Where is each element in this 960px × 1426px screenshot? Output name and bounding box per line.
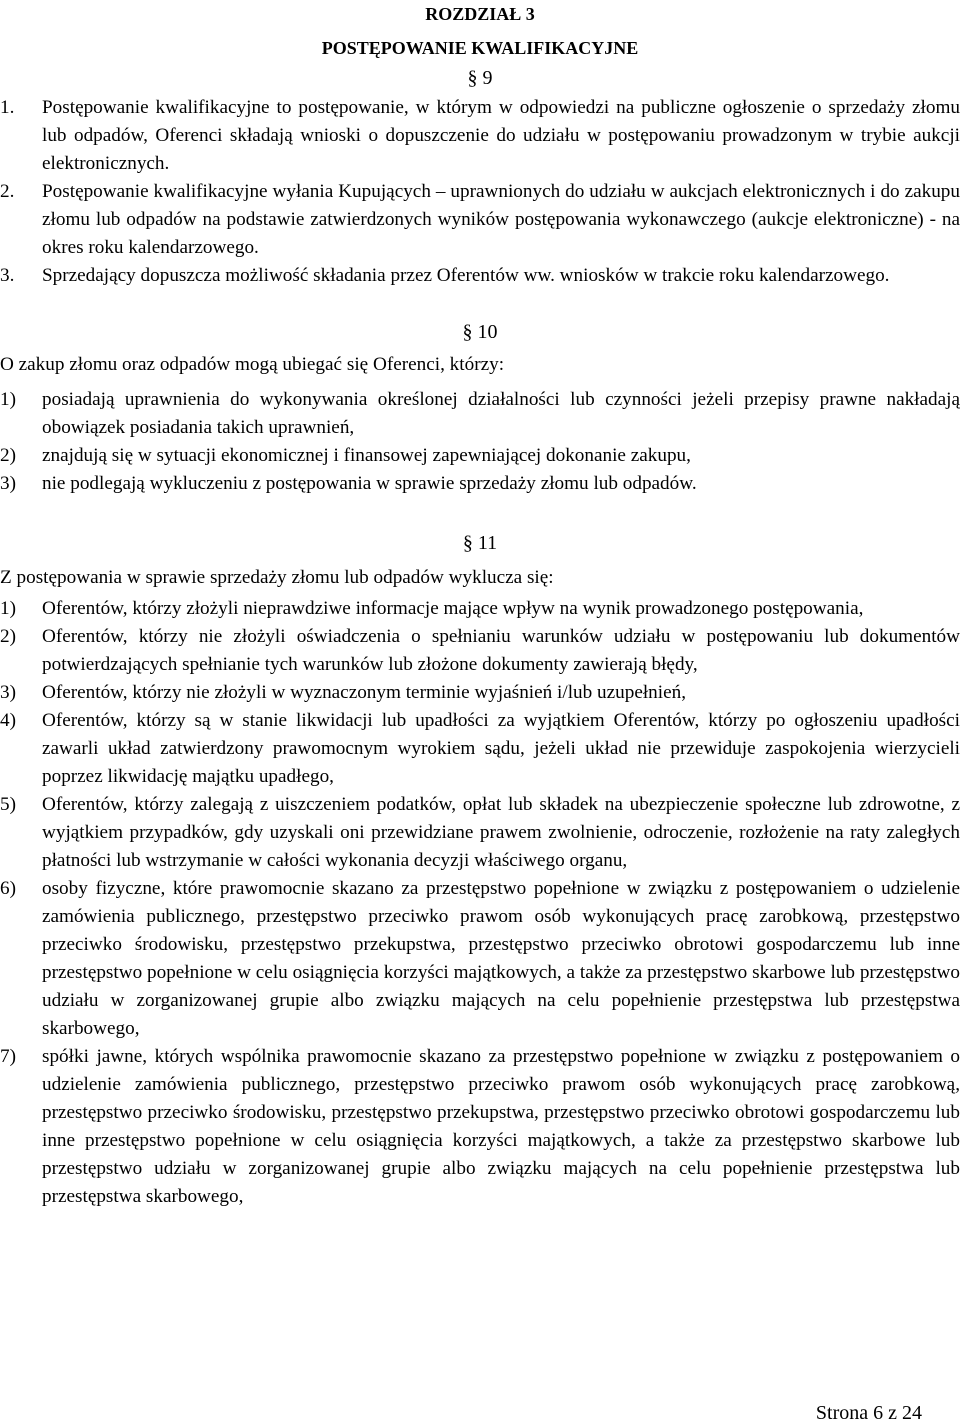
section-11-lead: Z postępowania w sprawie sprzedaży złomu lub odpadów wyklucza się: xyxy=(0,567,554,588)
item-number: 6) xyxy=(0,878,16,899)
section-11-sign: § 11 xyxy=(462,532,498,554)
list-item xyxy=(0,386,960,442)
item-text: Oferentów, którzy są w stanie likwidacji lub upadłości za wyjątkiem Oferentów, którzy po ogłoszeniu upadłości zawarli układ zatwierdzony prawomocnym wyrokiem sądu, jeżeli układ nie przewiduje zaspokojenia wierzycieli poprzez likwidację majątku upadłego, xyxy=(42,710,960,787)
section-9-sign: § 9 xyxy=(467,67,493,89)
item-number: 1. xyxy=(0,97,15,118)
item-number: 2) xyxy=(0,445,16,466)
item-text: posiadają uprawnienia do wykonywania określonej działalności lub czynności jeżeli przepisy prawne nakładają obowiązek posiadania takich uprawnień, xyxy=(42,389,960,438)
item-number: 4) xyxy=(0,710,16,731)
item-text: Oferentów, którzy zalegają z uiszczeniem podatków, opłat lub składek na ubezpieczenie społeczne lub zdrowotne, z wyjątkiem przypadków, gdy uzyskali oni przewidziane prawem zwolnienie, odroczenie, rozłożenie na raty zaległych płatności lub wstrzymanie w całości wykonania decyzji właściwego organu, xyxy=(42,794,960,871)
list-item xyxy=(0,679,960,707)
item-text: Postępowanie kwalifikacyjne to postępowanie, w którym w odpowiedzi na publiczne ogłoszenie o sprzedaży złomu lub odpadów, Oferenci składają wnioski o dopuszczenie do udziału w postępowaniu prowadzonym w trybie aukcji elektronicznych. xyxy=(42,97,960,174)
list-item xyxy=(0,94,960,178)
item-number: 3) xyxy=(0,473,16,494)
list-item xyxy=(0,178,960,262)
item-number: 7) xyxy=(0,1046,16,1067)
item-number: 3) xyxy=(0,682,16,703)
item-text: osoby fizyczne, które prawomocnie skazano za przestępstwo popełnione w związku z postępowaniem o udzielenie zamówienia publicznego, przestępstwo przeciwko prawom osób wykonujących pracę zarobkową, przestępstwo przeciwko środowisku, przestępstwo przekupstwa, przestępstwo przeciwko obrotowi gospodarczemu lub inne przestępstwo popełnione w celu osiągnięcia korzyści majątkowych, a także za przestępstwo skarbowe lub przestępstwo udziału w zorganizowanej grupie albo związku mających na celu popełnienie przestępstwa lub przestępstwa skarbowego, xyxy=(42,878,960,1039)
section-10-lead: O zakup złomu oraz odpadów mogą ubiegać się Oferenci, którzy: xyxy=(0,354,505,375)
item-text: Oferentów, którzy nie złożyli oświadczenia o spełnianiu warunków udziału w postępowaniu lub dokumentów potwierdzających spełnianie tych warunków lub złożone dokumenty zawierają błędy, xyxy=(42,626,960,675)
list-item xyxy=(0,1043,960,1211)
item-text: znajdują się w sytuacji ekonomicznej i finansowej zapewniającej dokonanie zakupu, xyxy=(42,445,691,466)
chapter-subheading: POSTĘPOWANIE KWALIFIKACYJNE xyxy=(321,38,639,58)
section-10-sign: § 10 xyxy=(462,321,498,343)
item-text: Postępowanie kwalifikacyjne wyłania Kupujących – uprawnionych do udziału w aukcjach elektronicznych i do zakupu złomu lub odpadów na podstawie zatwierdzonych wyników postępowania wykonawczego (aukcje elektroniczne) - na okres roku kalendarzowego. xyxy=(42,181,960,258)
item-text: spółki jawne, których wspólnika prawomocnie skazano za przestępstwo popełnione w związku z postępowaniem o udzielenie zamówienia publicznego, przestępstwo przeciwko prawom osób wykonujących pracę zarobkową, przestępstwo przeciwko środowisku, przestępstwo przekupstwa, przestępstwo przeciwko obrotowi gospodarczemu lub inne przestępstwo popełnione w celu osiągnięcia korzyści majątkowych, a także za przestępstwo skarbowe lub przestępstwo udziału w zorganizowanej grupie albo związku mających na celu popełnienie przestępstwa lub przestępstwa skarbowego, xyxy=(42,1046,960,1207)
item-text: Sprzedający dopuszcza możliwość składania przez Oferentów ww. wniosków w trakcie roku kalendarzowego. xyxy=(42,265,890,286)
section-10-list xyxy=(0,386,960,498)
section-9-list xyxy=(0,94,960,290)
item-text: Oferentów, którzy złożyli nieprawdziwe informacje mające wpływ na wynik prowadzonego postępowania, xyxy=(42,598,864,619)
item-number: 1) xyxy=(0,598,16,619)
list-item xyxy=(0,791,960,875)
list-item xyxy=(0,875,960,1043)
item-number: 5) xyxy=(0,794,16,815)
chapter-heading: ROZDZIAŁ 3 xyxy=(425,4,535,24)
item-number: 2. xyxy=(0,181,15,202)
list-item xyxy=(0,262,960,290)
section-11-list xyxy=(0,595,960,1211)
list-item xyxy=(0,595,960,623)
list-item xyxy=(0,470,960,498)
list-item xyxy=(0,442,960,470)
item-number: 3. xyxy=(0,265,15,286)
item-text: nie podlegają wykluczeniu z postępowania w sprawie sprzedaży złomu lub odpadów. xyxy=(42,473,697,494)
item-text: Oferentów, którzy nie złożyli w wyznaczonym terminie wyjaśnień i/lub uzupełnień, xyxy=(42,682,686,703)
item-number: 2) xyxy=(0,626,16,647)
item-number: 1) xyxy=(0,389,16,410)
list-item xyxy=(0,707,960,791)
list-item xyxy=(0,623,960,679)
page-number: Strona 6 z 24 xyxy=(815,1402,922,1424)
